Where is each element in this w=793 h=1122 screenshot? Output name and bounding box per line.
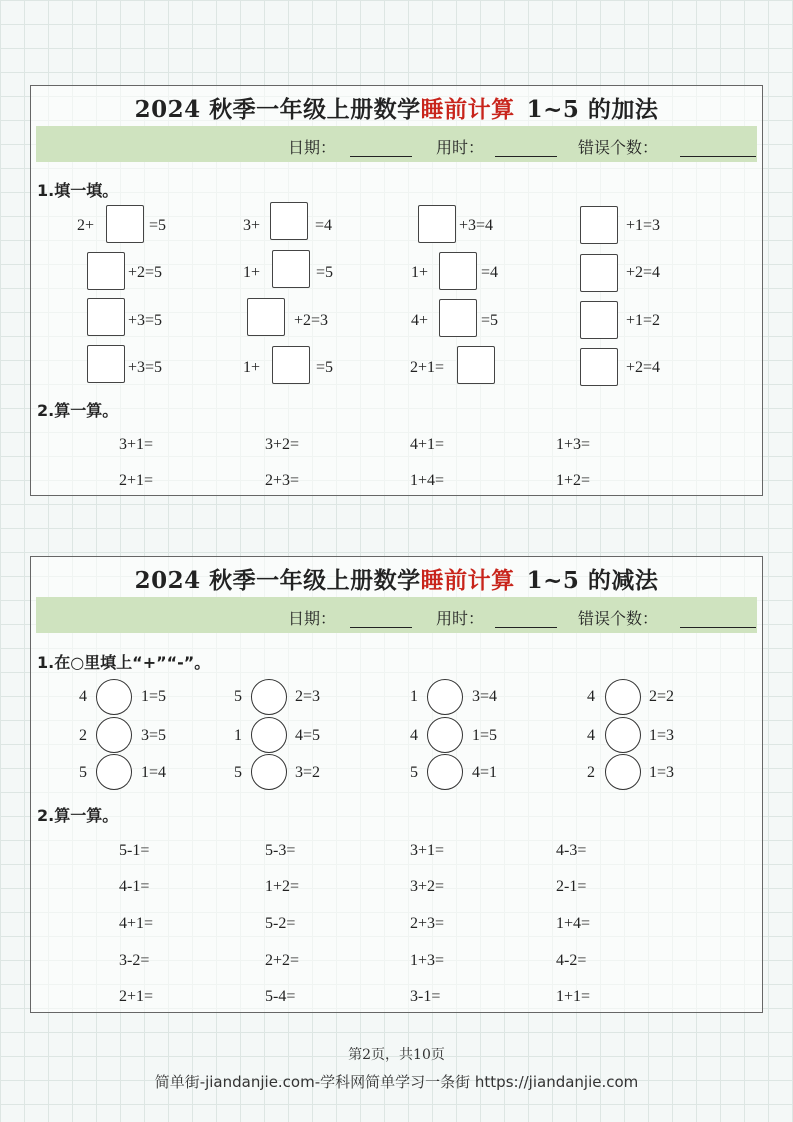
operand: 5 [234,688,242,705]
operand: 2 [79,727,87,744]
equation-part: =5 [481,312,499,329]
operand-result: 4=1 [472,764,498,781]
answer-box[interactable] [457,346,495,384]
calc-problem: 2+2= [265,952,300,969]
operand-result: 3=4 [472,688,498,705]
operator-circle[interactable] [96,679,132,715]
calc-problem: 1+4= [410,472,445,489]
operand-result: 2=3 [295,688,321,705]
operand-result: 1=4 [141,764,167,781]
equation-part: +3=5 [128,312,163,329]
equation-part: +1=3 [626,217,661,234]
section-calc-title: 2.算一算。 [37,806,119,825]
operand: 5 [234,764,242,781]
equation-part: +1=2 [626,312,661,329]
equation-part: =5 [316,264,334,281]
calc-problem: 2+1= [119,988,154,1005]
answer-box[interactable] [106,205,144,243]
equation-part: 1+ [243,359,261,376]
subtraction-worksheet [30,556,763,1013]
answer-box[interactable] [439,299,477,337]
answer-box[interactable] [580,254,618,292]
operator-circle[interactable] [605,679,641,715]
operand: 4 [410,727,418,744]
operand: 5 [79,764,87,781]
operand-result: 2=2 [649,688,675,705]
equation-part: +2=4 [626,359,661,376]
errors-blank[interactable] [680,156,756,157]
operand-result: 1=5 [472,727,498,744]
answer-box[interactable] [87,298,125,336]
calc-problem: 4+1= [410,436,445,453]
title-main: 2024 秋季一年级上册数学 [134,567,421,594]
calc-problem: 5-1= [119,842,150,859]
equation-part: +2=5 [128,264,163,281]
errors-blank[interactable] [680,627,756,628]
worksheet-title [31,562,762,595]
calc-problem: 5-4= [265,988,296,1005]
calc-problem: 4+1= [119,915,154,932]
answer-box[interactable] [247,298,285,336]
operator-circle[interactable] [96,754,132,790]
equation-part: 4+ [411,312,429,329]
operand: 4 [587,688,595,705]
equation-part: 1+ [243,264,261,281]
operator-circle[interactable] [605,717,641,753]
calc-problem: 1+2= [265,878,300,895]
calc-problem: 4-3= [556,842,587,859]
page-number: 第2页，共10页 [348,1047,445,1063]
info-bar [36,126,757,162]
operator-circle[interactable] [251,754,287,790]
calc-problem: 2+3= [265,472,300,489]
equation-part: =4 [315,217,333,234]
equation-part: +2=4 [626,264,661,281]
operand-result: 3=2 [295,764,321,781]
operand-result: 1=3 [649,764,675,781]
site-footer: 简单街-jiandanjie.com-学科网简单学习一条街 https://jiandanjie.com [154,1073,639,1091]
equation-part: +3=4 [459,217,494,234]
calc-problem: 3+1= [119,436,154,453]
date-blank[interactable] [350,627,412,628]
answer-box[interactable] [87,252,125,290]
operand: 1 [234,727,242,744]
equation-part: +3=5 [128,359,163,376]
calc-problem: 3-2= [119,952,150,969]
equation-part: +2=3 [294,312,329,329]
addition-worksheet [30,85,763,496]
calc-problem: 5-2= [265,915,296,932]
title-highlight: 睡前计算 [420,96,515,123]
equation-part: 3+ [243,217,261,234]
calc-problem: 1+1= [556,988,591,1005]
title-topic: 1~5 的减法 [526,567,659,594]
info-bar [36,597,757,633]
equation-part: =5 [316,359,334,376]
date-label: 日期： [288,138,337,157]
equation-part: =5 [149,217,167,234]
errors-label: 错误个数： [578,138,659,157]
operand: 1 [410,688,418,705]
equation-part: 2+1= [410,359,445,376]
calc-problem: 3-1= [410,988,441,1005]
equation-part: 1+ [411,264,429,281]
calc-problem: 1+4= [556,915,591,932]
answer-box[interactable] [580,301,618,339]
calc-problem: 5-3= [265,842,296,859]
title-highlight: 睡前计算 [420,567,515,594]
section-operator-title: 1.在○里填上“+”“-”。 [37,653,211,672]
operator-circle[interactable] [427,679,463,715]
section-calc-title: 2.算一算。 [37,401,119,420]
date-blank[interactable] [350,156,412,157]
worksheet-title [31,91,762,124]
calc-problem: 3+1= [410,842,445,859]
operand: 4 [587,727,595,744]
operand: 2 [587,764,595,781]
section-fill-title: 1.填一填。 [37,181,119,200]
title-main: 2024 秋季一年级上册数学 [134,96,421,123]
operator-circle[interactable] [427,754,463,790]
answer-box[interactable] [418,205,456,243]
calc-problem: 1+3= [556,436,591,453]
calc-problem: 2-1= [556,878,587,895]
operator-circle[interactable] [96,717,132,753]
calc-problem: 4-1= [119,878,150,895]
operator-circle[interactable] [605,754,641,790]
operator-circle[interactable] [251,717,287,753]
date-label: 日期： [288,609,337,628]
answer-box[interactable] [272,346,310,384]
time-label: 用时： [436,609,485,628]
time-label: 用时： [436,138,485,157]
operand-result: 1=3 [649,727,675,744]
operand: 5 [410,764,418,781]
operator-circle[interactable] [251,679,287,715]
equation-part: =4 [481,264,499,281]
operand: 4 [79,688,87,705]
answer-box[interactable] [580,348,618,386]
answer-box[interactable] [439,252,477,290]
answer-box[interactable] [270,202,308,240]
operator-circle[interactable] [427,717,463,753]
answer-box[interactable] [580,206,618,244]
calc-problem: 3+2= [265,436,300,453]
calc-problem: 2+3= [410,915,445,932]
operand-result: 4=5 [295,727,321,744]
answer-box[interactable] [272,250,310,288]
time-blank[interactable] [495,156,557,157]
time-blank[interactable] [495,627,557,628]
calc-problem: 1+3= [410,952,445,969]
answer-box[interactable] [87,345,125,383]
title-topic: 1~5 的加法 [526,96,659,123]
operand-result: 3=5 [141,727,167,744]
equation-part: 2+ [77,217,95,234]
calc-problem: 4-2= [556,952,587,969]
calc-problem: 2+1= [119,472,154,489]
operand-result: 1=5 [141,688,167,705]
calc-problem: 3+2= [410,878,445,895]
calc-problem: 1+2= [556,472,591,489]
errors-label: 错误个数： [578,609,659,628]
